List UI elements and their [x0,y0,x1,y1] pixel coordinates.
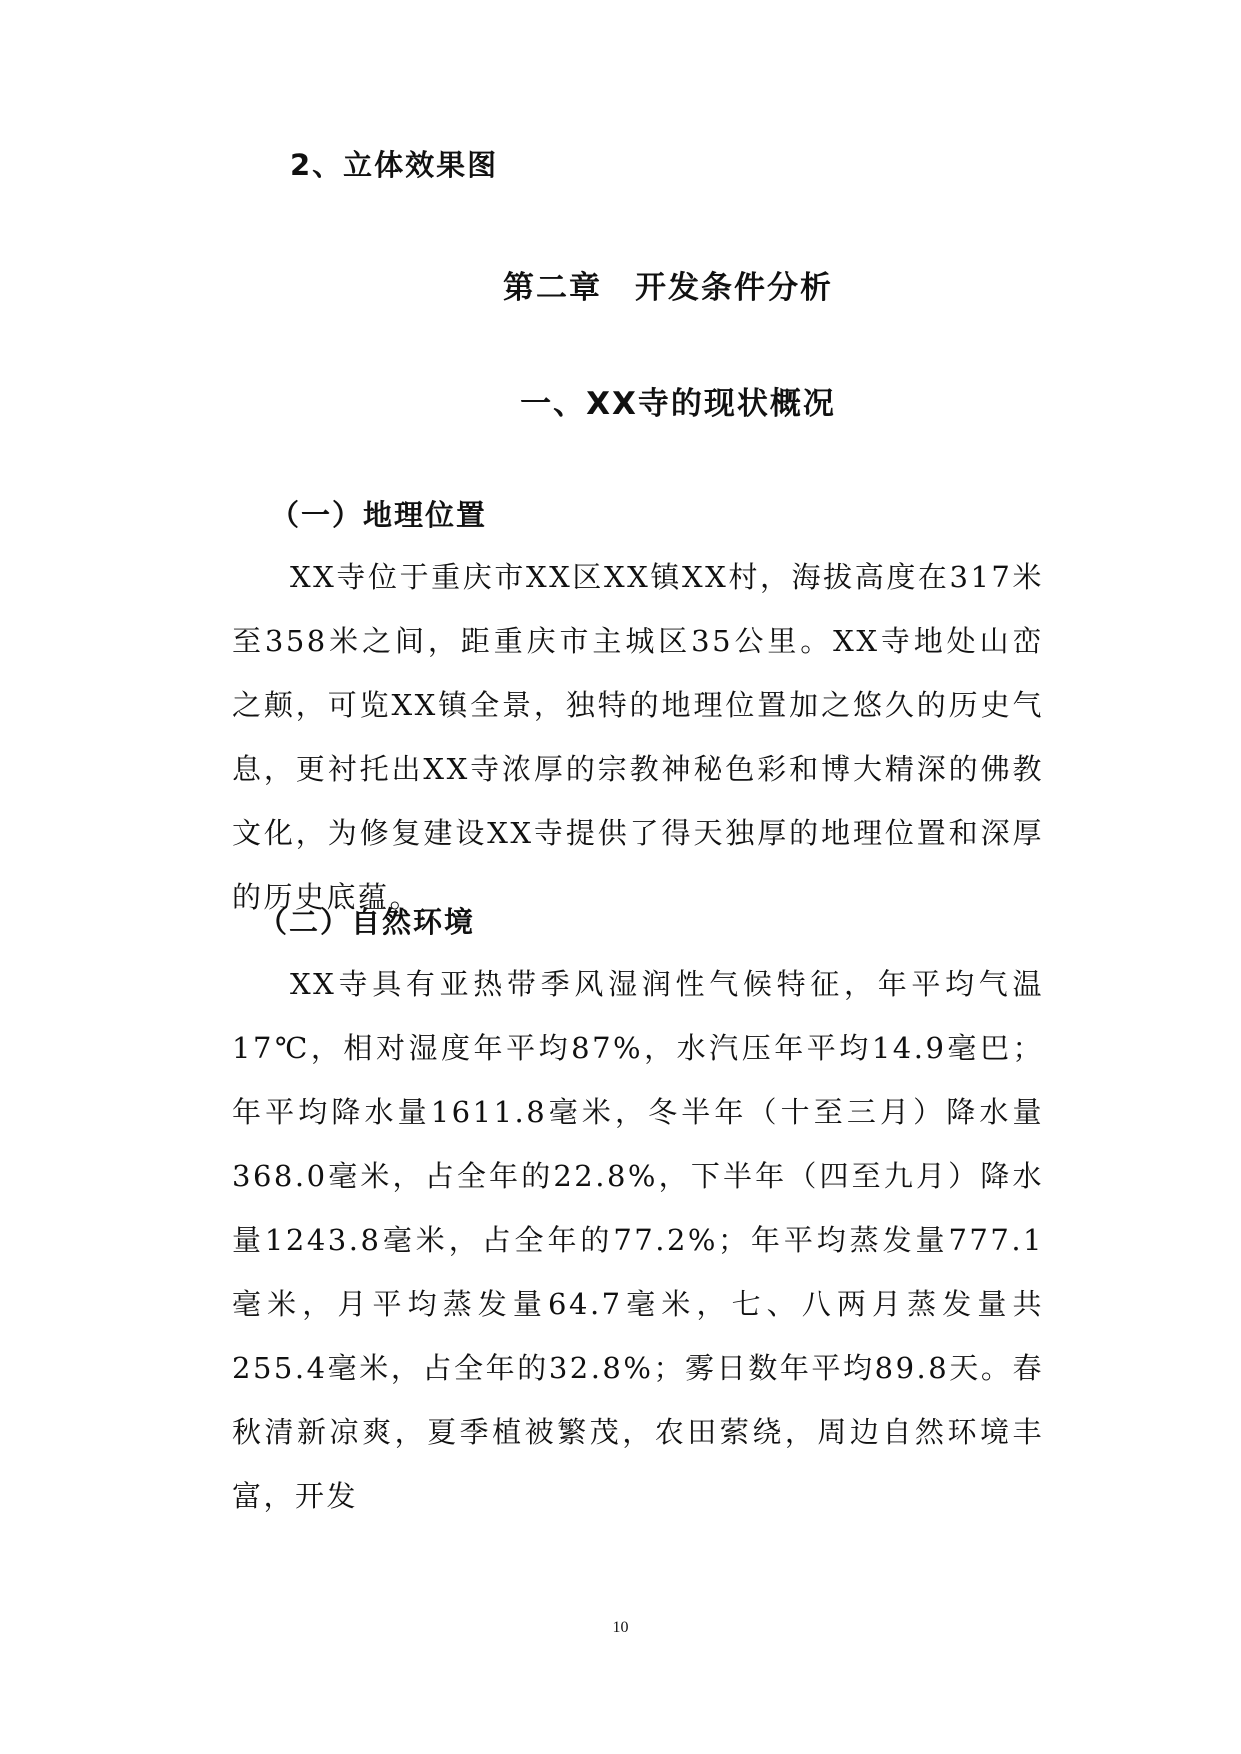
paragraph-natural-environment: XX寺具有亚热带季风湿润性气候特征，年平均气温17℃，相对湿度年平均87%，水汽压年平均14.9毫巴；年平均降水量1611.8毫米，冬半年（十至三月）降水量368.0毫米，占全年的22.8%，下半年（四至九月）降水量1243.8毫米，占全年的77.2%；年平均蒸发量777.1毫米，月平均蒸发量64.7毫米，七、八两月蒸发量共255.4毫米，占全年的32.8%；雾日数年平均89.8天。春秋清新凉爽，夏季植被繁茂，农田萦绕，周边自然环境丰富，开发 [232,967,1044,1513]
paragraph-geographic-location: XX寺位于重庆市XX区XX镇XX村，海拔高度在317米至358米之间，距重庆市主城区35公里。XX寺地处山峦之颠，可览XX镇全景，独特的地理位置加之悠久的历史气息，更衬托出XX寺浓厚的宗教神秘色彩和博大精深的佛教文化，为修复建设XX寺提供了得天独厚的地理位置和深厚的历史底蕴。 [232,560,1044,914]
page-number: 10 [612,1619,629,1636]
heading-geographic-location: （一）地理位置 [270,498,488,532]
heading-natural-environment: （二）自然环境 [258,905,476,939]
chapter-title: 第二章 开发条件分析 [503,270,833,306]
section-title: 一、XX寺的现状概况 [520,386,836,422]
subheading-3d-rendering: 2、立体效果图 [290,148,499,182]
